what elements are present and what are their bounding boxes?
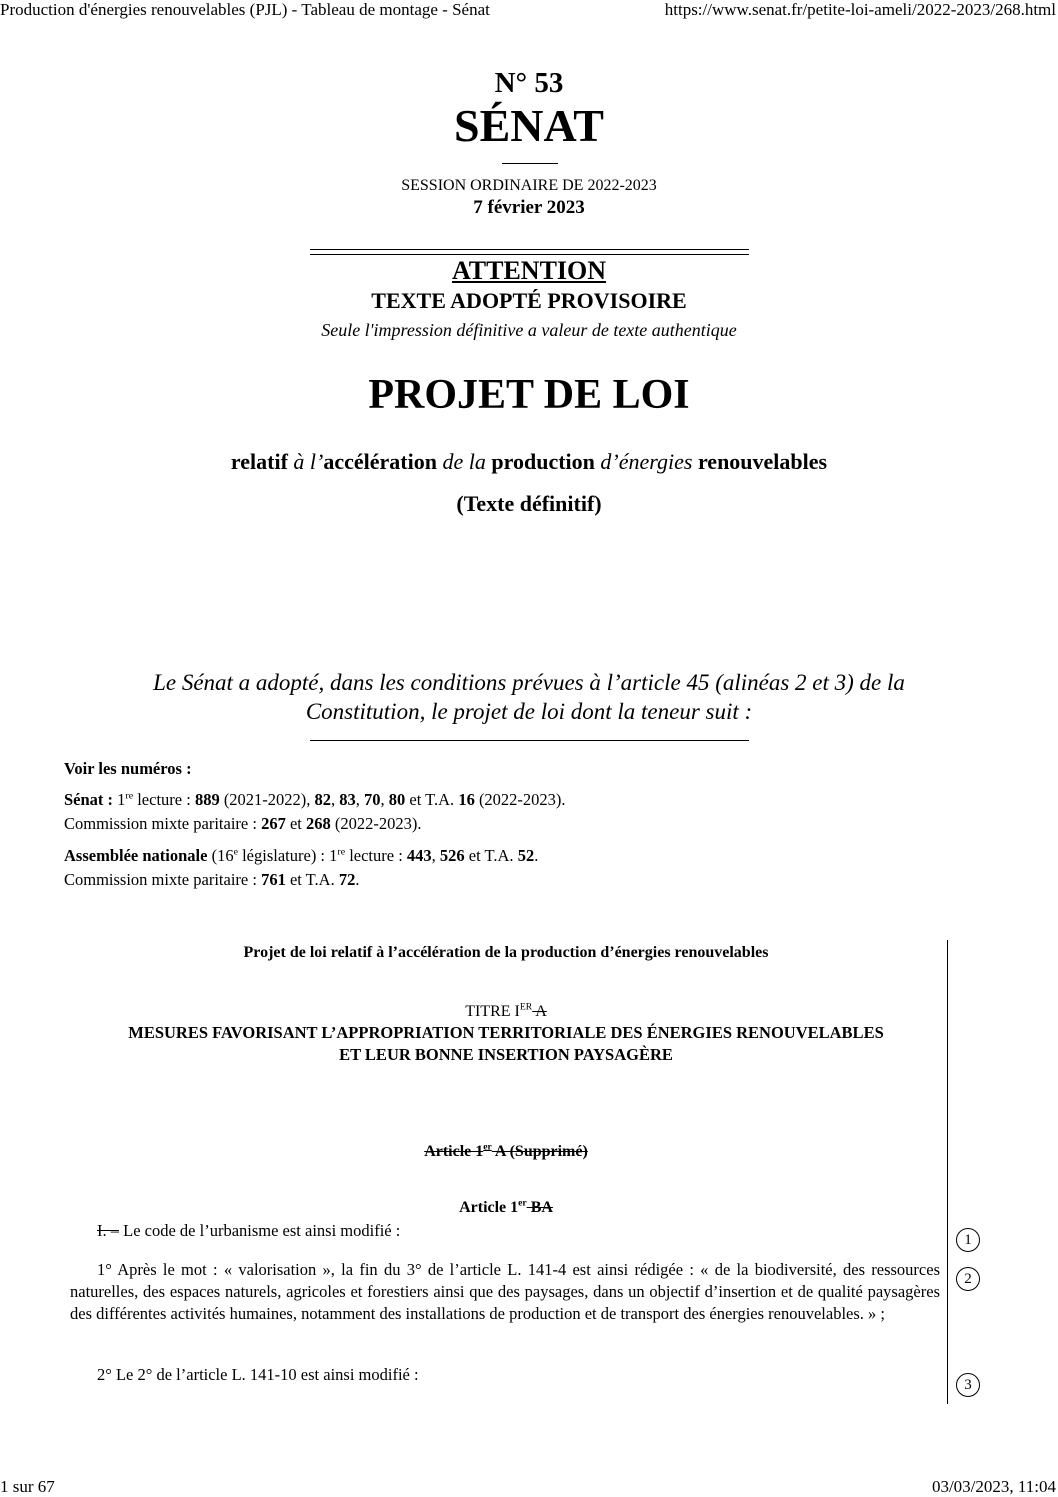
reading-text: lecture : bbox=[345, 846, 407, 865]
titre-heading bbox=[64, 1002, 948, 1022]
article-suffix: er bbox=[483, 1141, 492, 1153]
doc-number: 72 bbox=[338, 870, 356, 889]
article-status: A (Supprimé) bbox=[491, 1143, 588, 1160]
doc-number: 16 bbox=[458, 790, 475, 809]
ref-text: . bbox=[355, 870, 360, 889]
subject-word: d’énergies bbox=[600, 449, 693, 474]
an-cmp bbox=[64, 869, 359, 891]
article-suffix: er bbox=[518, 1197, 527, 1209]
print-header-url: https://www.senat.fr/petite-loi-ameli/2022-2023/268.html bbox=[664, 0, 1056, 19]
ref-text: , bbox=[431, 846, 440, 865]
senat-cmp bbox=[64, 813, 421, 835]
article-label: Article 1 bbox=[459, 1199, 519, 1216]
ref-text: (16 bbox=[207, 846, 234, 865]
article-1ba-heading bbox=[64, 1197, 948, 1219]
paragraph-3: 2° Le 2° de l’article L. 141-10 est ainsi modifié : bbox=[97, 1365, 419, 1384]
titre-suffix: ER bbox=[519, 1001, 533, 1013]
session-label: SESSION ORDINAIRE DE 2022-2023 bbox=[401, 177, 657, 194]
ref-text: et T.A. bbox=[464, 846, 518, 865]
ref-text: et bbox=[285, 814, 306, 833]
doc-number: 889 bbox=[194, 790, 220, 809]
cmp-label: Commission mixte paritaire : bbox=[64, 814, 262, 833]
attention-heading: ATTENTION bbox=[451, 256, 607, 285]
cmp-label: Commission mixte paritaire : bbox=[64, 870, 262, 889]
doc-number: 267 bbox=[261, 814, 286, 833]
short-divider bbox=[502, 163, 558, 164]
double-divider-top bbox=[310, 249, 749, 250]
reading-suffix: re bbox=[125, 790, 134, 802]
doc-number: 268 bbox=[305, 814, 331, 833]
an-readings bbox=[64, 845, 538, 867]
ref-text: (2021-2022), bbox=[219, 790, 315, 809]
ref-text: et T.A. bbox=[285, 870, 339, 889]
titre-name-line-2: ET LEUR BONNE INSERTION PAYSAGÈRE bbox=[339, 1045, 673, 1064]
session-date: 7 février 2023 bbox=[473, 197, 585, 218]
deleted-text: I. – bbox=[97, 1221, 119, 1240]
subject-word: accélération bbox=[323, 449, 437, 474]
deleted-text: BA bbox=[526, 1199, 553, 1216]
subject-word: renouvelables bbox=[697, 449, 828, 474]
subject-word: à l’ bbox=[293, 449, 324, 474]
law-heading: PROJET DE LOI bbox=[368, 372, 690, 418]
doc-number: 761 bbox=[261, 870, 286, 889]
legislature-suffix: e bbox=[233, 846, 238, 858]
print-datetime: 03/03/2023, 11:04 bbox=[931, 1477, 1056, 1496]
institution-name: SÉNAT bbox=[454, 100, 604, 151]
reading-number: 1 bbox=[117, 790, 126, 809]
provisional-text-label: TEXTE ADOPTÉ PROVISOIRE bbox=[371, 288, 687, 313]
paragraph-marker: 2 bbox=[956, 1267, 980, 1291]
article-1a-heading bbox=[64, 1141, 948, 1163]
doc-number: 70 bbox=[364, 790, 381, 809]
references-heading: Voir les numéros : bbox=[64, 759, 192, 778]
authenticity-note: Seule l'impression définitive a valeur de texte authentique bbox=[321, 320, 737, 340]
document-title: Projet de loi relatif à l’accélération de la production d’énergies renouvelables bbox=[243, 944, 769, 961]
double-divider-bottom bbox=[310, 254, 749, 255]
paragraph-marker: 3 bbox=[956, 1373, 980, 1397]
titre-name-line-1: MESURES FAVORISANT L’APPROPRIATION TERRITORIALE DES ÉNERGIES RENOUVELABLES bbox=[128, 1023, 884, 1042]
ref-text: et T.A. bbox=[405, 790, 459, 809]
titre-label: TITRE I bbox=[465, 1003, 520, 1020]
senat-readings bbox=[64, 789, 566, 811]
ref-text: (2022-2023). bbox=[330, 814, 422, 833]
definitive-text-label: (Texte définitif) bbox=[456, 491, 602, 516]
paragraph-2: 1° Après le mot : « valorisation », la fin du 3° de l’article L. 141-4 est ainsi rédigée : « de la biodiversité, des ressources naturelles, des espaces naturels, agricoles et forestiers ainsi que des paysages, dans un objectif d’insertion et de qualité paysagères des différentes activités humaines, notamment des installations de production et de transport des énergies renouvelables. » ; bbox=[70, 1260, 940, 1323]
ref-text: . bbox=[534, 846, 539, 865]
print-header-title: Production d'énergies renouvelables (PJL) - Tableau de montage - Sénat bbox=[0, 0, 490, 19]
subject-word: de la bbox=[442, 449, 486, 474]
doc-number: 443 bbox=[406, 846, 432, 865]
deleted-text: A bbox=[532, 1003, 547, 1020]
subject-word: production bbox=[491, 449, 595, 474]
ref-text: législature) : 1 bbox=[237, 846, 338, 865]
adoption-line-2: Constitution, le projet de loi dont la teneur suit : bbox=[305, 699, 753, 724]
doc-number: 83 bbox=[339, 790, 356, 809]
doc-number: 80 bbox=[388, 790, 406, 809]
article-label: Article 1 bbox=[424, 1143, 484, 1160]
paragraph-text: Le code de l’urbanisme est ainsi modifié : bbox=[119, 1221, 401, 1240]
an-label: Assemblée nationale bbox=[64, 846, 208, 865]
ref-text: , bbox=[355, 790, 365, 809]
paragraph-marker: 1 bbox=[956, 1228, 980, 1252]
paragraph-1 bbox=[70, 1220, 940, 1242]
senat-label: Sénat : bbox=[64, 790, 114, 809]
subject-word: relatif bbox=[230, 449, 288, 474]
page-counter: 1 sur 67 bbox=[0, 1477, 55, 1496]
adoption-line-1: Le Sénat a adopté, dans les conditions prévues à l’article 45 (alinéas 2 et 3) de la bbox=[153, 670, 905, 695]
doc-number: 526 bbox=[439, 846, 465, 865]
doc-number: 52 bbox=[517, 846, 535, 865]
attention-heading-wrap bbox=[0, 256, 1058, 286]
ref-text: , bbox=[331, 790, 340, 809]
adoption-divider bbox=[310, 740, 749, 741]
doc-number: 82 bbox=[314, 790, 332, 809]
document-number: N° 53 bbox=[494, 67, 564, 99]
ref-text: (2022-2023). bbox=[474, 790, 566, 809]
reading-text: lecture : bbox=[133, 790, 195, 809]
law-subject bbox=[0, 448, 1058, 476]
ref-text: , bbox=[380, 790, 389, 809]
reading-suffix: re bbox=[337, 846, 346, 858]
